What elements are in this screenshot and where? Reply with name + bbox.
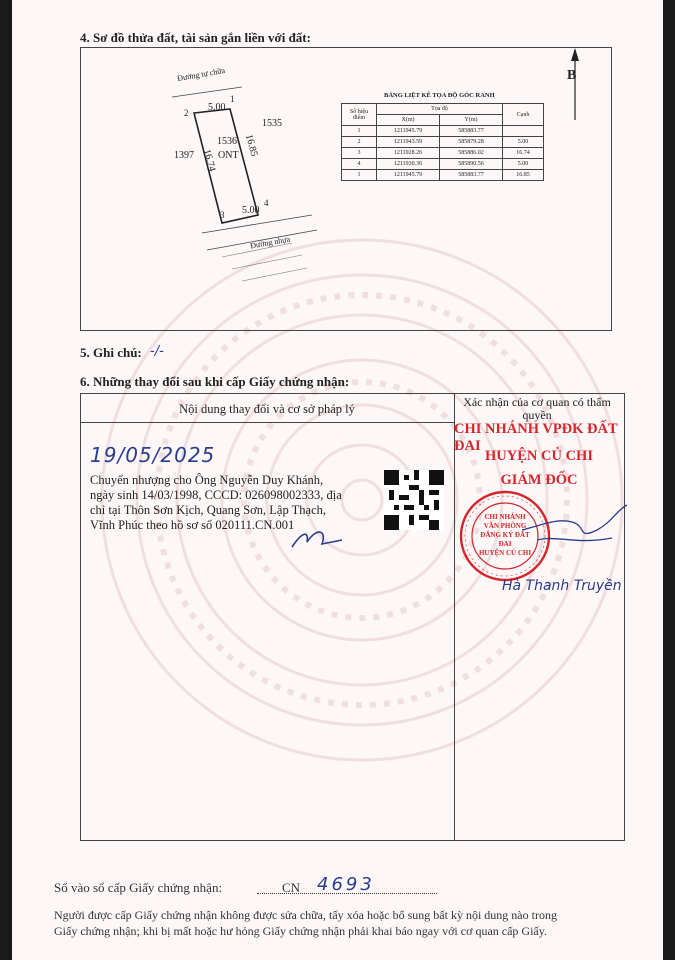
parcel-type: ONT xyxy=(218,150,239,161)
north-label: B xyxy=(567,68,577,83)
office-name-1: CHI NHÁNH VPĐK ĐẤT ĐAI xyxy=(454,421,618,454)
col-coord: Tọa độ xyxy=(377,104,503,115)
office-title: GIÁM ĐỐC xyxy=(500,472,578,488)
point-2-label: 2 xyxy=(184,108,189,118)
parcel-left-id: 1397 xyxy=(174,150,194,161)
changes-header-line xyxy=(80,422,454,423)
section4-title: 4. Sơ đồ thửa đất, tài sản gắn liền với đất: xyxy=(80,30,311,45)
change-line-3: chỉ tại Thôn Sơn Kịch, Quang Sơn, Lập Thạch, xyxy=(90,503,326,517)
table-row: 3 1211928.26 585886.02 16.74 xyxy=(342,148,544,159)
point-3-label: 3 xyxy=(220,210,225,220)
table-row: 2 1211943.59 585879.28 5.00 xyxy=(342,137,544,148)
col-edge: Cạnh xyxy=(503,104,544,126)
north-arrow-icon xyxy=(560,45,590,125)
footer-note-1: Người được cấp Giấy chứng nhận không được sửa chữa, tẩy xóa hoặc bổ sung bất kỳ nội dung nào trong xyxy=(54,908,557,922)
certificate-page xyxy=(12,0,663,960)
section5-title: 5. Ghi chú: xyxy=(80,345,142,360)
seal-text: CHI NHÁNH VĂN PHÒNG ĐĂNG KÝ ĐẤT ĐAI HUYỆN CỦ CHI xyxy=(478,513,532,557)
point-1-label: 1 xyxy=(230,94,235,104)
registration-number: 4693 xyxy=(317,874,375,895)
signer-name: Hà Thanh Truyền xyxy=(502,578,622,594)
change-date: 19/05/2025 xyxy=(90,443,216,467)
parcel-sketch xyxy=(162,65,342,305)
col-y: Y(m) xyxy=(440,115,503,126)
change-line-1: Chuyển nhượng cho Ông Nguyễn Duy Khánh, xyxy=(90,473,324,487)
registration-prefix: CN xyxy=(282,880,301,895)
coord-table xyxy=(341,103,544,181)
change-line-2: ngày sinh 14/03/1998, CCCD: 026098002333, địa xyxy=(90,488,342,502)
edge-top-label: 5.00 xyxy=(208,102,226,113)
section6-title: 6. Những thay đổi sau khi cấp Giấy chứng nhận: xyxy=(80,374,350,389)
office-name-2: HUYỆN CỦ CHI xyxy=(485,448,593,464)
edge-left-label: 16.74 xyxy=(201,148,218,173)
table-row: 4 1211930.36 585890.56 5.00 xyxy=(342,159,544,170)
section5-value: -/- xyxy=(150,344,164,359)
table-row: 1 1211945.79 585883.77 xyxy=(342,126,544,137)
point-4-label: 4 xyxy=(264,198,269,208)
coord-table-title: BẢNG LIỆT KÊ TỌA ĐỘ GÓC RANH xyxy=(384,92,495,99)
footer-note-2: Giấy chứng nhận; khi bị mất hoặc hư hỏng Giấy chứng nhận phải khai báo ngay với cơ quan cấp Giấy. xyxy=(54,924,547,938)
initial-signature xyxy=(287,522,347,552)
parcel-id: 1536 xyxy=(217,136,237,147)
map-frame xyxy=(80,47,612,331)
qr-code-icon xyxy=(384,470,444,530)
road-bottom-label: Đường nhựa xyxy=(249,234,291,251)
edge-bottom-label: 5.00 xyxy=(242,205,260,216)
col-point: Số hiệu điểm xyxy=(342,104,377,126)
table-row: 1 1211945.79 585883.77 16.85 xyxy=(342,170,544,181)
registration-label: Số vào sổ cấp Giấy chứng nhận: xyxy=(54,880,223,895)
changes-col-right: Xác nhận của cơ quan có thẩm quyền xyxy=(463,395,611,422)
changes-col-left: Nội dung thay đổi và cơ sở pháp lý xyxy=(179,402,355,416)
change-line-4: Vĩnh Phúc theo hồ sơ số 020111.CN.001 xyxy=(90,518,295,532)
col-x: X(m) xyxy=(377,115,440,126)
edge-right-label: 16.85 xyxy=(243,133,260,158)
parcel-right-id: 1535 xyxy=(262,118,282,129)
road-top-label: Đường tự chữa xyxy=(176,65,226,84)
director-signature xyxy=(517,500,637,560)
